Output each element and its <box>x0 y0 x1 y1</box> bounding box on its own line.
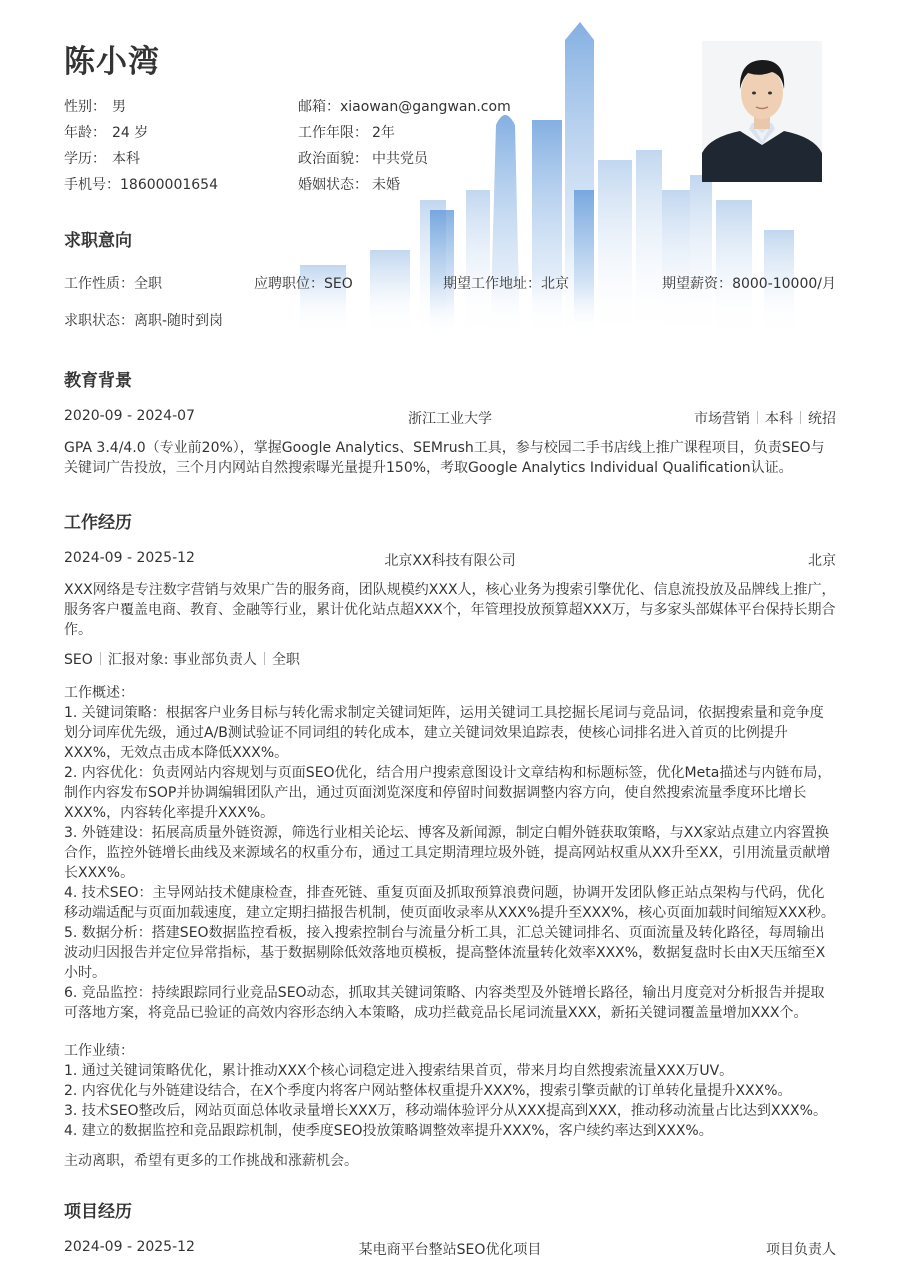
info-age <box>64 122 148 142</box>
work-period: 2024-09 - 2025-12 <box>64 550 195 566</box>
intent-salary <box>662 273 836 293</box>
work-report-to: 汇报对象: 事业部负责人 <box>107 652 257 668</box>
info-work-years <box>298 122 395 142</box>
info-label: 工作年限： <box>298 125 368 141</box>
intent-status <box>64 310 223 330</box>
intent-value: 离职-随时到岗 <box>134 313 224 329</box>
project-period: 2024-09 - 2025-12 <box>64 1239 195 1255</box>
info-value: xiaowan@gangwan.com <box>340 99 511 115</box>
intent-position <box>254 273 353 293</box>
info-marital <box>298 174 400 194</box>
work-overview-item: 1. 关键词策略：根据客户业务目标与转化需求制定关键词矩阵，运用关键词工具挖掘长尾词与竞品词，依据搜索量和竞争度划分词库优先级，通过A/B测试验证不同词组的转化成本，建立关键词效果追踪表，使核心词排名进入首页的比例提升XXX%，无效点击成本降低XXX%。 <box>64 705 824 761</box>
work-role-meta <box>64 649 300 669</box>
info-phone <box>64 174 218 194</box>
work-overview-item: 4. 技术SEO：主导网站技术健康检查，排查死链、重复页面及抓取预算浪费问题，协调开发团队修正站点架构与代码，优化移动端适配与页面加载速度，建立定期扫描报告机制，使页面收录率从XXX%提升至XXX%，核心页面加载时间缩短XXX秒。 <box>64 885 835 921</box>
work-overview-item: 6. 竞品监控：持续跟踪同行业竞品SEO动态，抓取其关键词策略、内容类型及外链增长路径，输出月度竞对分析报告并提取可落地方案，将竞品已验证的高效内容形态纳入本策略，成功拦截竞品长尾词流量XXX，新拓关键词覆盖量增加XXX个。 <box>64 985 825 1021</box>
intent-label: 应聘职位： <box>254 276 324 292</box>
work-overview-item: 2. 内容优化：负责网站内容规划与页面SEO优化，结合用户搜索意图设计文章结构和标题标签，优化Meta描述与内链布局，制作内容发布SOP并协调编辑团队产出，通过页面浏览深度和停留时间数据调整内容方向，使自然搜索流量季度环比增长XXX%，内容转化率提升XXX%。 <box>64 765 832 821</box>
work-company: 北京XX科技有限公司 <box>384 553 516 569</box>
work-company-description: XXX网络是专注数字营销与效果广告的服务商，团队规模约XXX人，核心业务为搜索引擎优化、信息流投放及品牌线上推广，服务客户覆盖电商、教育、金融等行业，累计优化站点超XXX个，年管理投放预算超XXX万，与多家头部媒体平台保持长期合作。 <box>64 582 836 638</box>
info-value: 中共党员 <box>372 151 428 167</box>
work-overview-title: 工作概述： <box>64 685 134 701</box>
intent-label: 期望工作地址： <box>443 276 541 292</box>
separator <box>100 652 101 665</box>
work-employment: 全职 <box>271 652 300 668</box>
intent-label: 期望薪资： <box>662 276 733 292</box>
info-political <box>298 148 428 168</box>
intent-value: SEO <box>324 276 353 292</box>
intent-value: 8000-10000/月 <box>732 276 836 292</box>
info-value: 本科 <box>112 151 140 167</box>
education-meta <box>694 408 836 428</box>
intent-value: 北京 <box>541 276 569 292</box>
section-title-education: 教育背景 <box>64 371 132 391</box>
education-period: 2020-09 - 2024-07 <box>64 408 195 424</box>
section-title-intent: 求职意向 <box>64 231 132 251</box>
work-overview-item: 5. 数据分析：搭建SEO数据监控看板，接入搜索控制台与流量分析工具，汇总关键词排名、页面流量及转化路径，每周输出波动归因报告并定位异常指标，基于数据剔除低效落地页模板，提高整体流量转化效率XXX%，数据复盘时长由X天压缩至X小时。 <box>64 925 826 981</box>
info-label: 学历： <box>64 151 106 167</box>
work-achievements <box>64 1041 836 1141</box>
education-type: 统招 <box>808 411 836 427</box>
info-label: 政治面貌： <box>298 151 368 167</box>
work-achievement-item: 3. 技术SEO整改后，网站页面总体收录量增长XXX万，移动端体验评分从XXX提高到XXX，推动移动流量占比达到XXX%。 <box>64 1103 827 1119</box>
work-achievements-title: 工作业绩： <box>64 1043 134 1059</box>
info-label: 邮箱： <box>298 99 340 115</box>
intent-label: 求职状态： <box>64 313 134 329</box>
info-label: 年龄： <box>64 125 106 141</box>
section-title-project: 项目经历 <box>64 1202 132 1222</box>
education-school: 浙江工业大学 <box>408 411 492 427</box>
intent-value: 全职 <box>134 276 162 292</box>
info-email <box>298 96 511 116</box>
info-value: 18600001654 <box>120 177 218 193</box>
work-achievement-item: 2. 内容优化与外链建设结合，在X个季度内将客户网站整体权重提升XXX%，搜索引擎贡献的订单转化量提升XXX%。 <box>64 1083 792 1099</box>
education-description: GPA 3.4/4.0（专业前20%），掌握Google Analytics、SEMrush工具，参与校园二手书店线上推广课程项目，负责SEO与关键词广告投放，三个月内网站自然搜索曝光量提升150%，考取Google Analytics Individual Qualification认证。 <box>64 440 825 476</box>
info-label: 手机号： <box>64 177 120 193</box>
info-label: 性别： <box>64 99 106 115</box>
work-achievement-item: 1. 通过关键词策略优化，累计推动XXX个核心词稳定进入搜索结果首页，带来月均自然搜索流量XXX万UV。 <box>64 1063 734 1079</box>
work-overview <box>64 683 836 1023</box>
work-role: SEO <box>64 652 93 668</box>
intent-label: 工作性质： <box>64 276 134 292</box>
project-role: 项目负责人 <box>766 1242 836 1258</box>
project-name: 某电商平台整站SEO优化项目 <box>358 1242 542 1258</box>
intent-location <box>443 273 569 293</box>
info-value: 24 岁 <box>112 125 149 141</box>
info-value: 2年 <box>372 125 395 141</box>
info-value: 男 <box>112 99 126 115</box>
work-city: 北京 <box>808 553 836 569</box>
education-degree: 本科 <box>765 411 793 427</box>
info-value: 未婚 <box>372 177 400 193</box>
separator <box>757 411 758 424</box>
separator <box>800 411 801 424</box>
education-major: 市场营销 <box>694 411 750 427</box>
section-title-work: 工作经历 <box>64 513 132 533</box>
info-gender <box>64 96 126 116</box>
work-leave-reason: 主动离职，希望有更多的工作挑战和涨薪机会。 <box>64 1153 358 1169</box>
info-label: 婚姻状态： <box>298 177 368 193</box>
candidate-name: 陈小湾 <box>64 44 160 80</box>
profile-photo <box>702 41 822 182</box>
work-overview-item: 3. 外链建设：拓展高质量外链资源，筛选行业相关论坛、博客及新闻源，制定白帽外链获取策略，与XX家站点建立内容置换合作，监控外链增长曲线及来源域名的权重分布，通过工具定期清理垃圾外链，提高网站权重从XX升至XX，引用流量贡献增长XXX%。 <box>64 825 831 881</box>
intent-job-type <box>64 273 162 293</box>
separator <box>264 652 265 665</box>
work-achievement-item: 4. 建立的数据监控和竞品跟踪机制，使季度SEO投放策略调整效率提升XXX%，客户续约率达到XXX%。 <box>64 1123 713 1139</box>
info-education <box>64 148 140 168</box>
